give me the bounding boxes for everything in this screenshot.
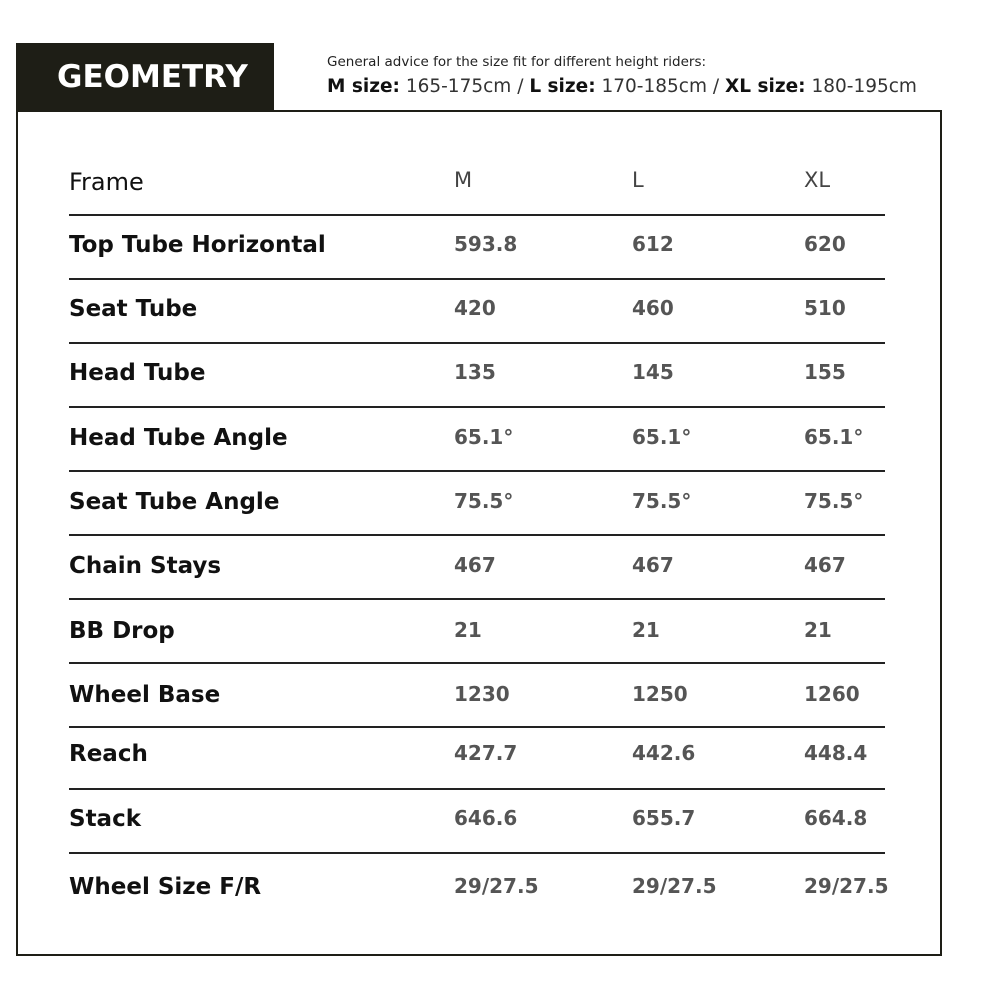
row-label: Head Tube Angle [69, 425, 288, 451]
size-separator: / [511, 76, 530, 97]
value-size-xl: 620 [804, 232, 846, 256]
value-size-l: 612 [632, 232, 674, 256]
value-size-l: 442.6 [632, 741, 696, 765]
value-size-l: 29/27.5 [632, 874, 717, 898]
value-size-xl: 65.1° [804, 425, 864, 449]
size-xl-range: 180-195cm [811, 76, 917, 97]
value-size-xl: 21 [804, 618, 832, 642]
header-size-l: L [632, 168, 644, 192]
value-size-xl: 29/27.5 [804, 874, 889, 898]
row-label: Top Tube Horizontal [69, 232, 326, 258]
divider-line [69, 598, 885, 600]
value-size-m: 65.1° [454, 425, 514, 449]
divider-line [69, 662, 885, 664]
value-size-m: 1230 [454, 682, 510, 706]
value-size-xl: 664.8 [804, 806, 868, 830]
value-size-xl: 1260 [804, 682, 860, 706]
size-l-range: 170-185cm [601, 76, 707, 97]
row-label: Seat Tube Angle [69, 489, 280, 515]
value-size-l: 21 [632, 618, 660, 642]
divider-line [69, 342, 885, 344]
value-size-l: 75.5° [632, 489, 692, 513]
size-xl-label: XL size: [725, 76, 806, 97]
value-size-m: 467 [454, 553, 496, 577]
size-advice [327, 52, 917, 102]
size-advice-intro: General advice for the size fit for different height riders: [327, 54, 707, 70]
row-label: Chain Stays [69, 553, 222, 579]
divider-line [69, 788, 885, 790]
value-size-m: 21 [454, 618, 482, 642]
header-size-m: M [454, 168, 473, 192]
row-label: Seat Tube [69, 296, 198, 322]
divider-line [69, 534, 885, 536]
value-size-l: 467 [632, 553, 674, 577]
divider-line [69, 406, 885, 408]
divider-line [69, 852, 885, 854]
value-size-m: 427.7 [454, 741, 518, 765]
value-size-xl: 510 [804, 296, 846, 320]
divider-line [69, 470, 885, 472]
row-label: Stack [69, 806, 142, 832]
divider-line [69, 214, 885, 216]
value-size-l: 145 [632, 360, 674, 384]
value-size-xl: 75.5° [804, 489, 864, 513]
header-size-xl: XL [804, 168, 831, 192]
page-title: GEOMETRY [57, 59, 248, 95]
value-size-m: 593.8 [454, 232, 518, 256]
value-size-xl: 448.4 [804, 741, 868, 765]
divider-line [69, 726, 885, 728]
size-separator: / [707, 76, 725, 97]
value-size-xl: 467 [804, 553, 846, 577]
value-size-m: 646.6 [454, 806, 518, 830]
row-label: BB Drop [69, 618, 175, 644]
size-m-label: M size: [327, 76, 400, 97]
value-size-xl: 155 [804, 360, 846, 384]
value-size-m: 420 [454, 296, 496, 320]
row-label: Head Tube [69, 360, 206, 386]
row-label: Reach [69, 741, 148, 767]
value-size-l: 460 [632, 296, 674, 320]
value-size-m: 75.5° [454, 489, 514, 513]
size-advice-ranges [327, 72, 917, 102]
value-size-l: 65.1° [632, 425, 692, 449]
title-banner [16, 43, 274, 111]
size-m-range: 165-175cm [405, 76, 512, 97]
row-label: Wheel Size F/R [69, 874, 262, 900]
row-label: Wheel Base [69, 682, 221, 708]
size-l-label: L size: [529, 76, 596, 97]
value-size-l: 1250 [632, 682, 688, 706]
value-size-m: 135 [454, 360, 496, 384]
value-size-m: 29/27.5 [454, 874, 539, 898]
divider-line [69, 278, 885, 280]
header-frame: Frame [69, 168, 144, 196]
value-size-l: 655.7 [632, 806, 696, 830]
